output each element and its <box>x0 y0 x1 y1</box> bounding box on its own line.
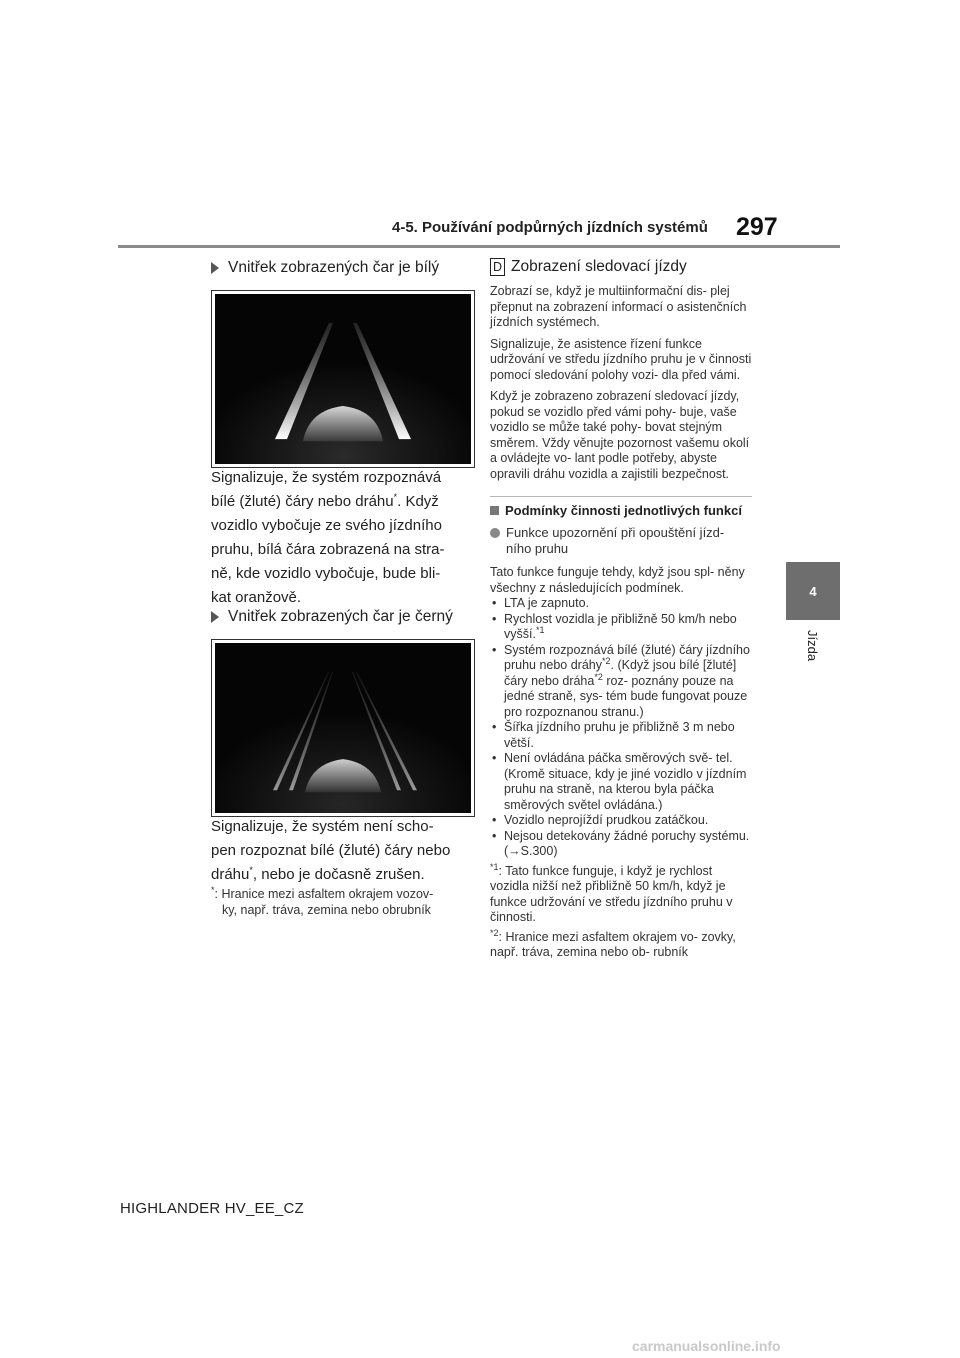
chapter-label: Jízda <box>805 630 820 662</box>
paragraph-white-lines: Signalizuje, že systém rozpoznává bílé (žluté) čáry nebo dráhu*. Když vozidlo vybočuje ze svého jízdního pruhu, bílá čára zobrazená na stra- ně, kde vozidlo vybočuje, bude bli- kat oranžově. <box>211 469 445 606</box>
heading-black-lines: Vnitřek zobrazených čar je černý <box>211 608 453 626</box>
list-item: • Nejsou detekovány žádné poruchy systému. (→S.300) <box>490 829 752 860</box>
list-item: • Vozidlo neprojíždí prudkou zatáčkou. <box>490 813 752 829</box>
section-heading-tracking: D Zobrazení sledovací jízdy <box>490 258 752 276</box>
paragraph-black-lines: Signalizuje, že systém není scho- pen rozpoznat bílé (žluté) čáry nebo dráhu*, nebo je dočasně zrušen. <box>211 818 451 883</box>
conditions-list <box>490 596 752 860</box>
lane-display-black-image <box>215 643 471 813</box>
triangle-bullet-icon <box>211 611 219 623</box>
figure-white-lanes <box>211 290 475 468</box>
footnote-left: *: Hranice mezi asfaltem okrajem vozov- ky, např. tráva, zemina nebo obrubník <box>211 884 434 917</box>
tracking-paragraph-2: Signalizuje, že asistence řízení funkce udržování ve středu jízdního pruhu je v činnosti pomocí sledování polohy vozi- dla před vámi. <box>490 336 752 382</box>
footnote-1: $^{*1}$: Tato funkce funguje, i když je rychlost vozidla nižší než přibližně 50 km/h, když je funkce udržování ve středu jízdního pruhu v činnosti. <box>490 861 733 925</box>
circle-bullet-icon <box>490 528 500 538</box>
tracking-paragraph-1: Zobrazí se, když je multiinformační dis- plej přepnut na zobrazení informací o asistenčních jízdních systémech. <box>490 284 747 330</box>
triangle-bullet-icon <box>211 262 219 274</box>
list-item: • Rychlost vozidla je přibližně 50 km/h nebo vyšší.$^{*1}$ <box>490 612 752 643</box>
arrow-right-icon: → <box>508 844 521 859</box>
footnote-2: $^{*2}$: Hranice mezi asfaltem okrajem vo- zovky, např. tráva, zemina nebo ob- rubník <box>490 927 736 960</box>
list-item: • Není ovládána páčka směrových svě- tel. (Kromě situace, kdy je jiné vozidlo v jízdním pruhu na straně, na kterou byla páčka směrových světel ovládána.) <box>490 751 752 813</box>
list-item: • Šířka jízdního pruhu je přibližně 3 m nebo větší. <box>490 720 752 751</box>
function-heading: Funkce upozornění při opouštění jízd- ního pruhu <box>490 525 752 557</box>
lane-display-white-image <box>215 294 471 464</box>
conditions-heading: Podmínky činnosti jednotlivých funkcí <box>490 503 752 519</box>
page-number: 297 <box>736 213 778 241</box>
figure-black-lanes <box>211 639 475 817</box>
watermark: carmanualsonline.info <box>632 1338 781 1354</box>
footer-model: HIGHLANDER HV_EE_CZ <box>120 1200 304 1217</box>
section-title: 4-5. Používání podpůrných jízdních systémů <box>392 219 708 236</box>
list-item: • LTA je zapnuto. <box>490 596 752 612</box>
tracking-paragraph-3: Když je zobrazeno zobrazení sledovací jízdy, pokud se vozidlo před vámi pohy- buje, vaše vozidlo se může také pohy- bovat stejným směrem. Vždy věnujte pozornost vašemu okolí a ovládejte vo- lant podle potřeby, abyste opravili dráhu vozidla a zajistili bezpečnost. <box>490 389 750 481</box>
list-item: • Systém rozpoznává bílé (žluté) čáry jízdního pruhu nebo dráhy$^{*2}$. (Když jsou bílé [žluté] čáry nebo dráha$^{*2}$ roz- poznány pouze na jedné straně, sys- tém bude fungovat pouze pro rozpoznanou stranu.) <box>490 643 752 721</box>
chapter-tab: 4 <box>786 562 840 620</box>
right-column <box>490 258 752 961</box>
section-divider <box>490 496 752 497</box>
conditions-intro: Tato funkce funguje tehdy, když jsou spl- něny všechny z následujících podmínek. <box>490 565 745 595</box>
header-divider <box>118 245 840 248</box>
page-reference-link[interactable]: S.300) <box>520 844 558 859</box>
heading-white-lines: Vnitřek zobrazených čar je bílý <box>211 259 439 277</box>
square-bullet-icon <box>490 506 499 515</box>
badge-d: D <box>490 258 505 276</box>
